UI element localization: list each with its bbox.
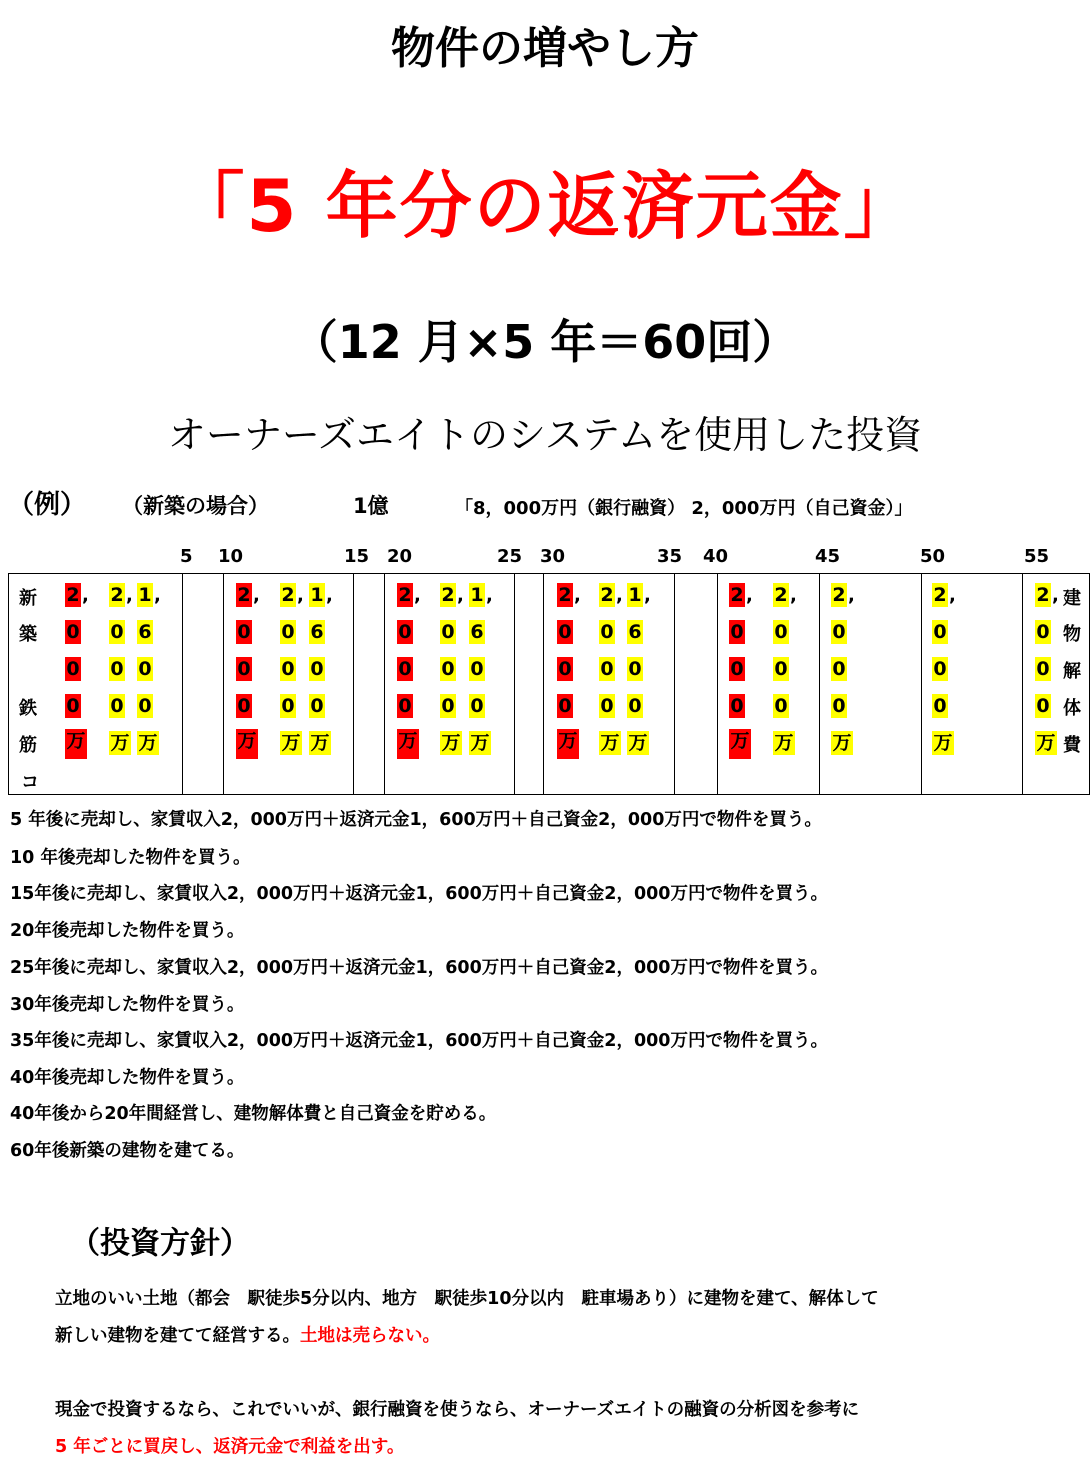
amount-digit: 0	[730, 658, 744, 680]
amount-unit: 万	[397, 729, 419, 759]
amount-digit: 0	[832, 658, 846, 680]
amount-comma: ,	[326, 585, 333, 606]
amount-digit: 2	[832, 584, 846, 606]
amount-unit: 万	[138, 732, 158, 754]
amount-comma: ,	[126, 585, 133, 606]
amount-comma: ,	[297, 585, 304, 606]
note-line: 30年後売却した物件を買う。	[10, 995, 245, 1015]
note-line: 25年後に売却し、家賃収入2，000万円＋返済元金1，600万円＋自己資金2，000万円で物件を買う。	[10, 958, 828, 978]
left-label: 鉄	[19, 698, 37, 719]
amount-digit: 2	[281, 584, 295, 606]
amount-digit: 0	[138, 658, 152, 680]
left-label: コ	[21, 772, 39, 793]
amount-unit: 万	[774, 732, 794, 754]
amount-unit: 万	[281, 732, 301, 754]
amount-digit: 0	[933, 695, 947, 717]
amount-digit: 0	[600, 621, 614, 643]
amount-digit: 0	[1036, 658, 1050, 680]
right-label: 費	[1063, 735, 1081, 756]
policy-text: 新しい建物を建てて経営する。	[55, 1326, 300, 1346]
amount-unit: 万	[236, 729, 258, 759]
amount-digit: 1	[470, 584, 484, 606]
left-label: 筋	[19, 735, 37, 756]
grid-divider	[1022, 574, 1023, 794]
year-tick: 50	[920, 546, 946, 567]
amount-digit: 0	[110, 658, 124, 680]
amount-unit: 万	[310, 732, 330, 754]
right-label: 建	[1063, 588, 1081, 609]
left-label: 築	[19, 624, 37, 645]
amount-digit: 0	[774, 695, 788, 717]
policy-heading: （投資方針）	[70, 1226, 250, 1261]
amount-digit: 0	[441, 658, 455, 680]
amount-unit: 万	[628, 732, 648, 754]
amount-digit: 0	[730, 621, 744, 643]
grid-divider	[384, 574, 385, 794]
grid-divider	[182, 574, 183, 794]
amount-digit: 1	[628, 584, 642, 606]
amount-digit: 0	[600, 658, 614, 680]
amount-digit: 6	[628, 621, 642, 643]
amount-digit: 1	[310, 584, 324, 606]
amount-digit: 0	[933, 658, 947, 680]
amount-comma: ,	[457, 585, 464, 606]
amount-digit: 0	[1036, 695, 1050, 717]
year-tick: 45	[815, 546, 841, 567]
amount-digit: 0	[398, 658, 412, 680]
year-tick: 10	[218, 546, 244, 567]
amount-digit: 0	[558, 658, 572, 680]
amount-unit: 万	[441, 732, 461, 754]
amount-comma: ,	[790, 585, 797, 606]
note-line: 40年後売却した物件を買う。	[10, 1068, 245, 1088]
example-label: （例）	[8, 490, 87, 520]
amount-comma: ,	[414, 585, 421, 606]
amount-unit: 万	[729, 729, 751, 759]
amount-digit: 0	[558, 695, 572, 717]
amount-comma: ,	[154, 585, 161, 606]
example-amount: 1億	[353, 494, 389, 518]
amount-digit: 0	[237, 621, 251, 643]
amount-comma: ,	[949, 585, 956, 606]
note-line: 40年後から20年間経営し、建物解体費と自己資金を貯める。	[10, 1104, 497, 1124]
amount-digit: 0	[138, 695, 152, 717]
amount-digit: 0	[730, 695, 744, 717]
amount-digit: 2	[933, 584, 947, 606]
amount-comma: ,	[486, 585, 493, 606]
grid-divider	[674, 574, 675, 794]
amount-unit: 万	[470, 732, 490, 754]
amount-digit: 0	[774, 621, 788, 643]
grid-divider	[543, 574, 544, 794]
policy-emphasis: 土地は売らない。	[300, 1326, 440, 1346]
right-label: 物	[1063, 624, 1081, 645]
amount-digit: 0	[470, 695, 484, 717]
amount-digit: 2	[441, 584, 455, 606]
note-line: 20年後売却した物件を買う。	[10, 921, 245, 941]
amount-digit: 0	[237, 658, 251, 680]
amount-digit: 0	[66, 621, 80, 643]
amount-digit: 0	[66, 695, 80, 717]
amount-digit: 2	[237, 584, 251, 606]
amount-comma: ,	[82, 585, 89, 606]
amount-digit: 6	[310, 621, 324, 643]
note-line: 60年後新築の建物を建てる。	[10, 1141, 245, 1161]
amount-digit: 0	[441, 621, 455, 643]
example-financing: 「8，000万円（銀行融資） 2，000万円（自己資金）」	[455, 498, 913, 519]
year-tick: 20	[387, 546, 413, 567]
amount-digit: 0	[310, 695, 324, 717]
policy-emphasis: 5 年ごとに買戻し、返済元金で利益を出す。	[55, 1437, 405, 1457]
example-case: （新築の場合）	[122, 494, 269, 518]
headline: 「5 年分の返済元金」	[172, 164, 918, 248]
year-tick: 55	[1024, 546, 1050, 567]
amount-digit: 2	[1036, 584, 1050, 606]
amount-digit: 0	[398, 621, 412, 643]
amount-digit: 6	[470, 621, 484, 643]
amount-comma: ,	[848, 585, 855, 606]
investment-timeline	[8, 573, 1090, 795]
year-tick: 25	[497, 546, 523, 567]
amount-digit: 0	[237, 695, 251, 717]
amount-digit: 0	[281, 621, 295, 643]
amount-digit: 0	[281, 695, 295, 717]
year-tick: 30	[540, 546, 566, 567]
amount-digit: 0	[441, 695, 455, 717]
amount-digit: 2	[730, 584, 744, 606]
left-label: 新	[19, 588, 37, 609]
amount-unit: 万	[65, 729, 87, 759]
amount-comma: ,	[253, 585, 260, 606]
amount-digit: 0	[628, 658, 642, 680]
amount-digit: 0	[1036, 621, 1050, 643]
grid-divider	[223, 574, 224, 794]
amount-digit: 0	[110, 621, 124, 643]
page-title: 物件の増やし方	[391, 23, 699, 74]
amount-digit: 0	[600, 695, 614, 717]
amount-digit: 0	[310, 658, 324, 680]
amount-digit: 0	[558, 621, 572, 643]
amount-digit: 2	[398, 584, 412, 606]
amount-digit: 0	[281, 658, 295, 680]
amount-digit: 0	[832, 695, 846, 717]
amount-digit: 0	[774, 658, 788, 680]
amount-comma: ,	[574, 585, 581, 606]
right-label: 解	[1063, 661, 1081, 682]
amount-unit: 万	[600, 732, 620, 754]
amount-comma: ,	[746, 585, 753, 606]
year-tick: 5	[180, 546, 193, 567]
note-line: 35年後に売却し、家賃収入2，000万円＋返済元金1，600万円＋自己資金2，000万円で物件を買う。	[10, 1031, 828, 1051]
amount-digit: 2	[558, 584, 572, 606]
grid-divider	[514, 574, 515, 794]
note-line: 10 年後売却した物件を買う。	[10, 848, 251, 868]
policy-text: 立地のいい土地（都会 駅徒歩5分以内、地方 駅徒歩10分以内 駐車場あり）に建物を建て、解体して	[55, 1289, 879, 1309]
note-line: 15年後に売却し、家賃収入2，000万円＋返済元金1，600万円＋自己資金2，000万円で物件を買う。	[10, 884, 828, 904]
amount-digit: 1	[138, 584, 152, 606]
amount-unit: 万	[1036, 732, 1056, 754]
year-tick: 40	[703, 546, 729, 567]
amount-unit: 万	[557, 729, 579, 759]
amount-comma: ,	[616, 585, 623, 606]
amount-digit: 2	[600, 584, 614, 606]
grid-divider	[717, 574, 718, 794]
amount-digit: 0	[933, 621, 947, 643]
amount-digit: 6	[138, 621, 152, 643]
amount-digit: 0	[398, 695, 412, 717]
amount-digit: 2	[110, 584, 124, 606]
amount-comma: ,	[1052, 585, 1059, 606]
amount-unit: 万	[110, 732, 130, 754]
year-tick: 35	[657, 546, 683, 567]
note-line: 5 年後に売却し、家賃収入2，000万円＋返済元金1，600万円＋自己資金2，000万円で物件を買う。	[10, 810, 822, 830]
amount-digit: 2	[774, 584, 788, 606]
grid-divider	[353, 574, 354, 794]
right-label: 体	[1063, 698, 1081, 719]
amount-digit: 0	[470, 658, 484, 680]
grid-divider	[921, 574, 922, 794]
amount-unit: 万	[832, 732, 852, 754]
amount-digit: 0	[628, 695, 642, 717]
system-line: オーナーズエイトのシステムを使用した投資	[167, 413, 923, 457]
amount-digit: 2	[66, 584, 80, 606]
policy-text: 現金で投資するなら、これでいいが、銀行融資を使うなら、オーナーズエイトの融資の分析図を参考に	[55, 1400, 860, 1420]
amount-unit: 万	[933, 732, 953, 754]
policy-text-line2	[55, 1322, 440, 1347]
amount-digit: 0	[66, 658, 80, 680]
formula-line: （12 月×5 年＝60回）	[291, 315, 799, 369]
year-tick: 15	[344, 546, 370, 567]
grid-divider	[819, 574, 820, 794]
amount-digit: 0	[832, 621, 846, 643]
amount-digit: 0	[110, 695, 124, 717]
amount-comma: ,	[644, 585, 651, 606]
